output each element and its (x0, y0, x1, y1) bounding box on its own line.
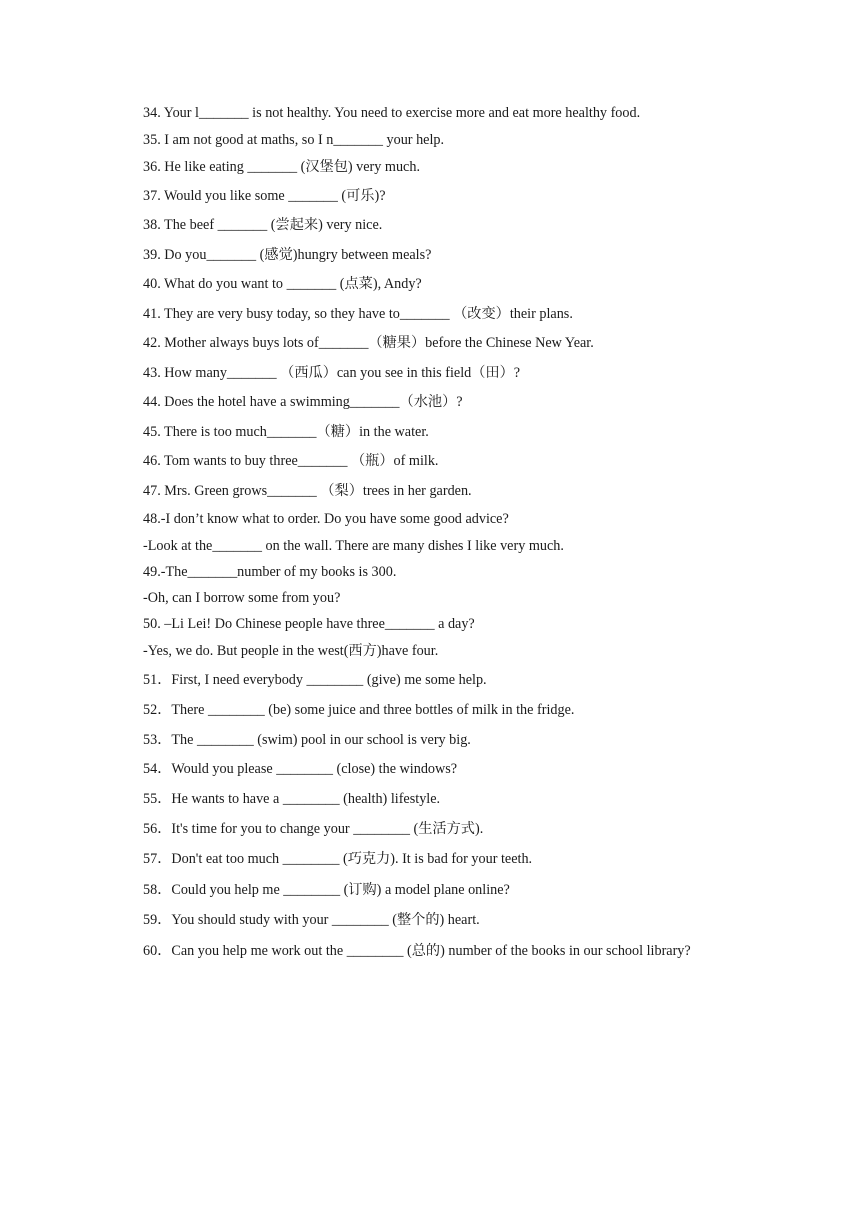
question-53: 53．The ________ (swim) pool in our school is very big. (143, 732, 471, 748)
question-38: 38. The beef _______ (尝起来) very nice. (143, 217, 383, 233)
question-58: 58．Could you help me ________ (订购) a model plane online? (143, 882, 510, 898)
question-46: 46. Tom wants to buy three_______ （瓶）of milk. (143, 453, 439, 469)
question-39: 39. Do you_______ (感觉)hungry between meals? (143, 247, 432, 263)
question-41: 41. They are very busy today, so they have to_______ （改变）their plans. (143, 306, 573, 322)
question-49-response: -Oh, can I borrow some from you? (143, 590, 341, 606)
question-52: 52．There ________ (be) some juice and three bottles of milk in the fridge. (143, 702, 575, 718)
question-50-response: -Yes, we do. But people in the west(西方)have four. (143, 643, 439, 659)
question-45: 45. There is too much_______（糖）in the water. (143, 424, 429, 440)
question-50-prompt: 50. –Li Lei! Do Chinese people have three_______ a day? (143, 616, 475, 632)
question-48-response: -Look at the_______ on the wall. There are many dishes I like very much. (143, 538, 564, 554)
question-57: 57．Don't eat too much ________ (巧克力). It is bad for your teeth. (143, 851, 533, 867)
question-40: 40. What do you want to _______ (点菜), Andy? (143, 276, 422, 292)
question-56: 56．It's time for you to change your ________ (生活方式). (143, 821, 484, 837)
question-34: 34. Your l_______ is not healthy. You need to exercise more and eat more healthy food. (143, 105, 641, 121)
question-48-prompt: 48.-I don’t know what to order. Do you have some good advice? (143, 511, 509, 527)
question-42: 42. Mother always buys lots of_______（糖果）before the Chinese New Year. (143, 335, 594, 351)
question-36: 36. He like eating _______ (汉堡包) very much. (143, 159, 420, 175)
question-37: 37. Would you like some _______ (可乐)? (143, 188, 386, 204)
question-44: 44. Does the hotel have a swimming_______（水池）? (143, 394, 463, 410)
question-55: 55．He wants to have a ________ (health) lifestyle. (143, 791, 441, 807)
question-43: 43. How many_______ （西瓜）can you see in this field（田）? (143, 365, 521, 381)
question-49-prompt: 49.-The_______number of my books is 300. (143, 564, 397, 580)
question-54: 54．Would you please ________ (close) the windows? (143, 761, 458, 777)
question-47: 47. Mrs. Green grows_______ （梨）trees in her garden. (143, 483, 472, 499)
question-51: 51．First, I need everybody ________ (give) me some help. (143, 672, 487, 688)
question-35: 35. I am not good at maths, so I n_______ your help. (143, 132, 445, 148)
question-59: 59．You should study with your ________ (整个的) heart. (143, 912, 480, 928)
question-60: 60．Can you help me work out the ________ (总的) number of the books in our school library? (143, 943, 691, 959)
